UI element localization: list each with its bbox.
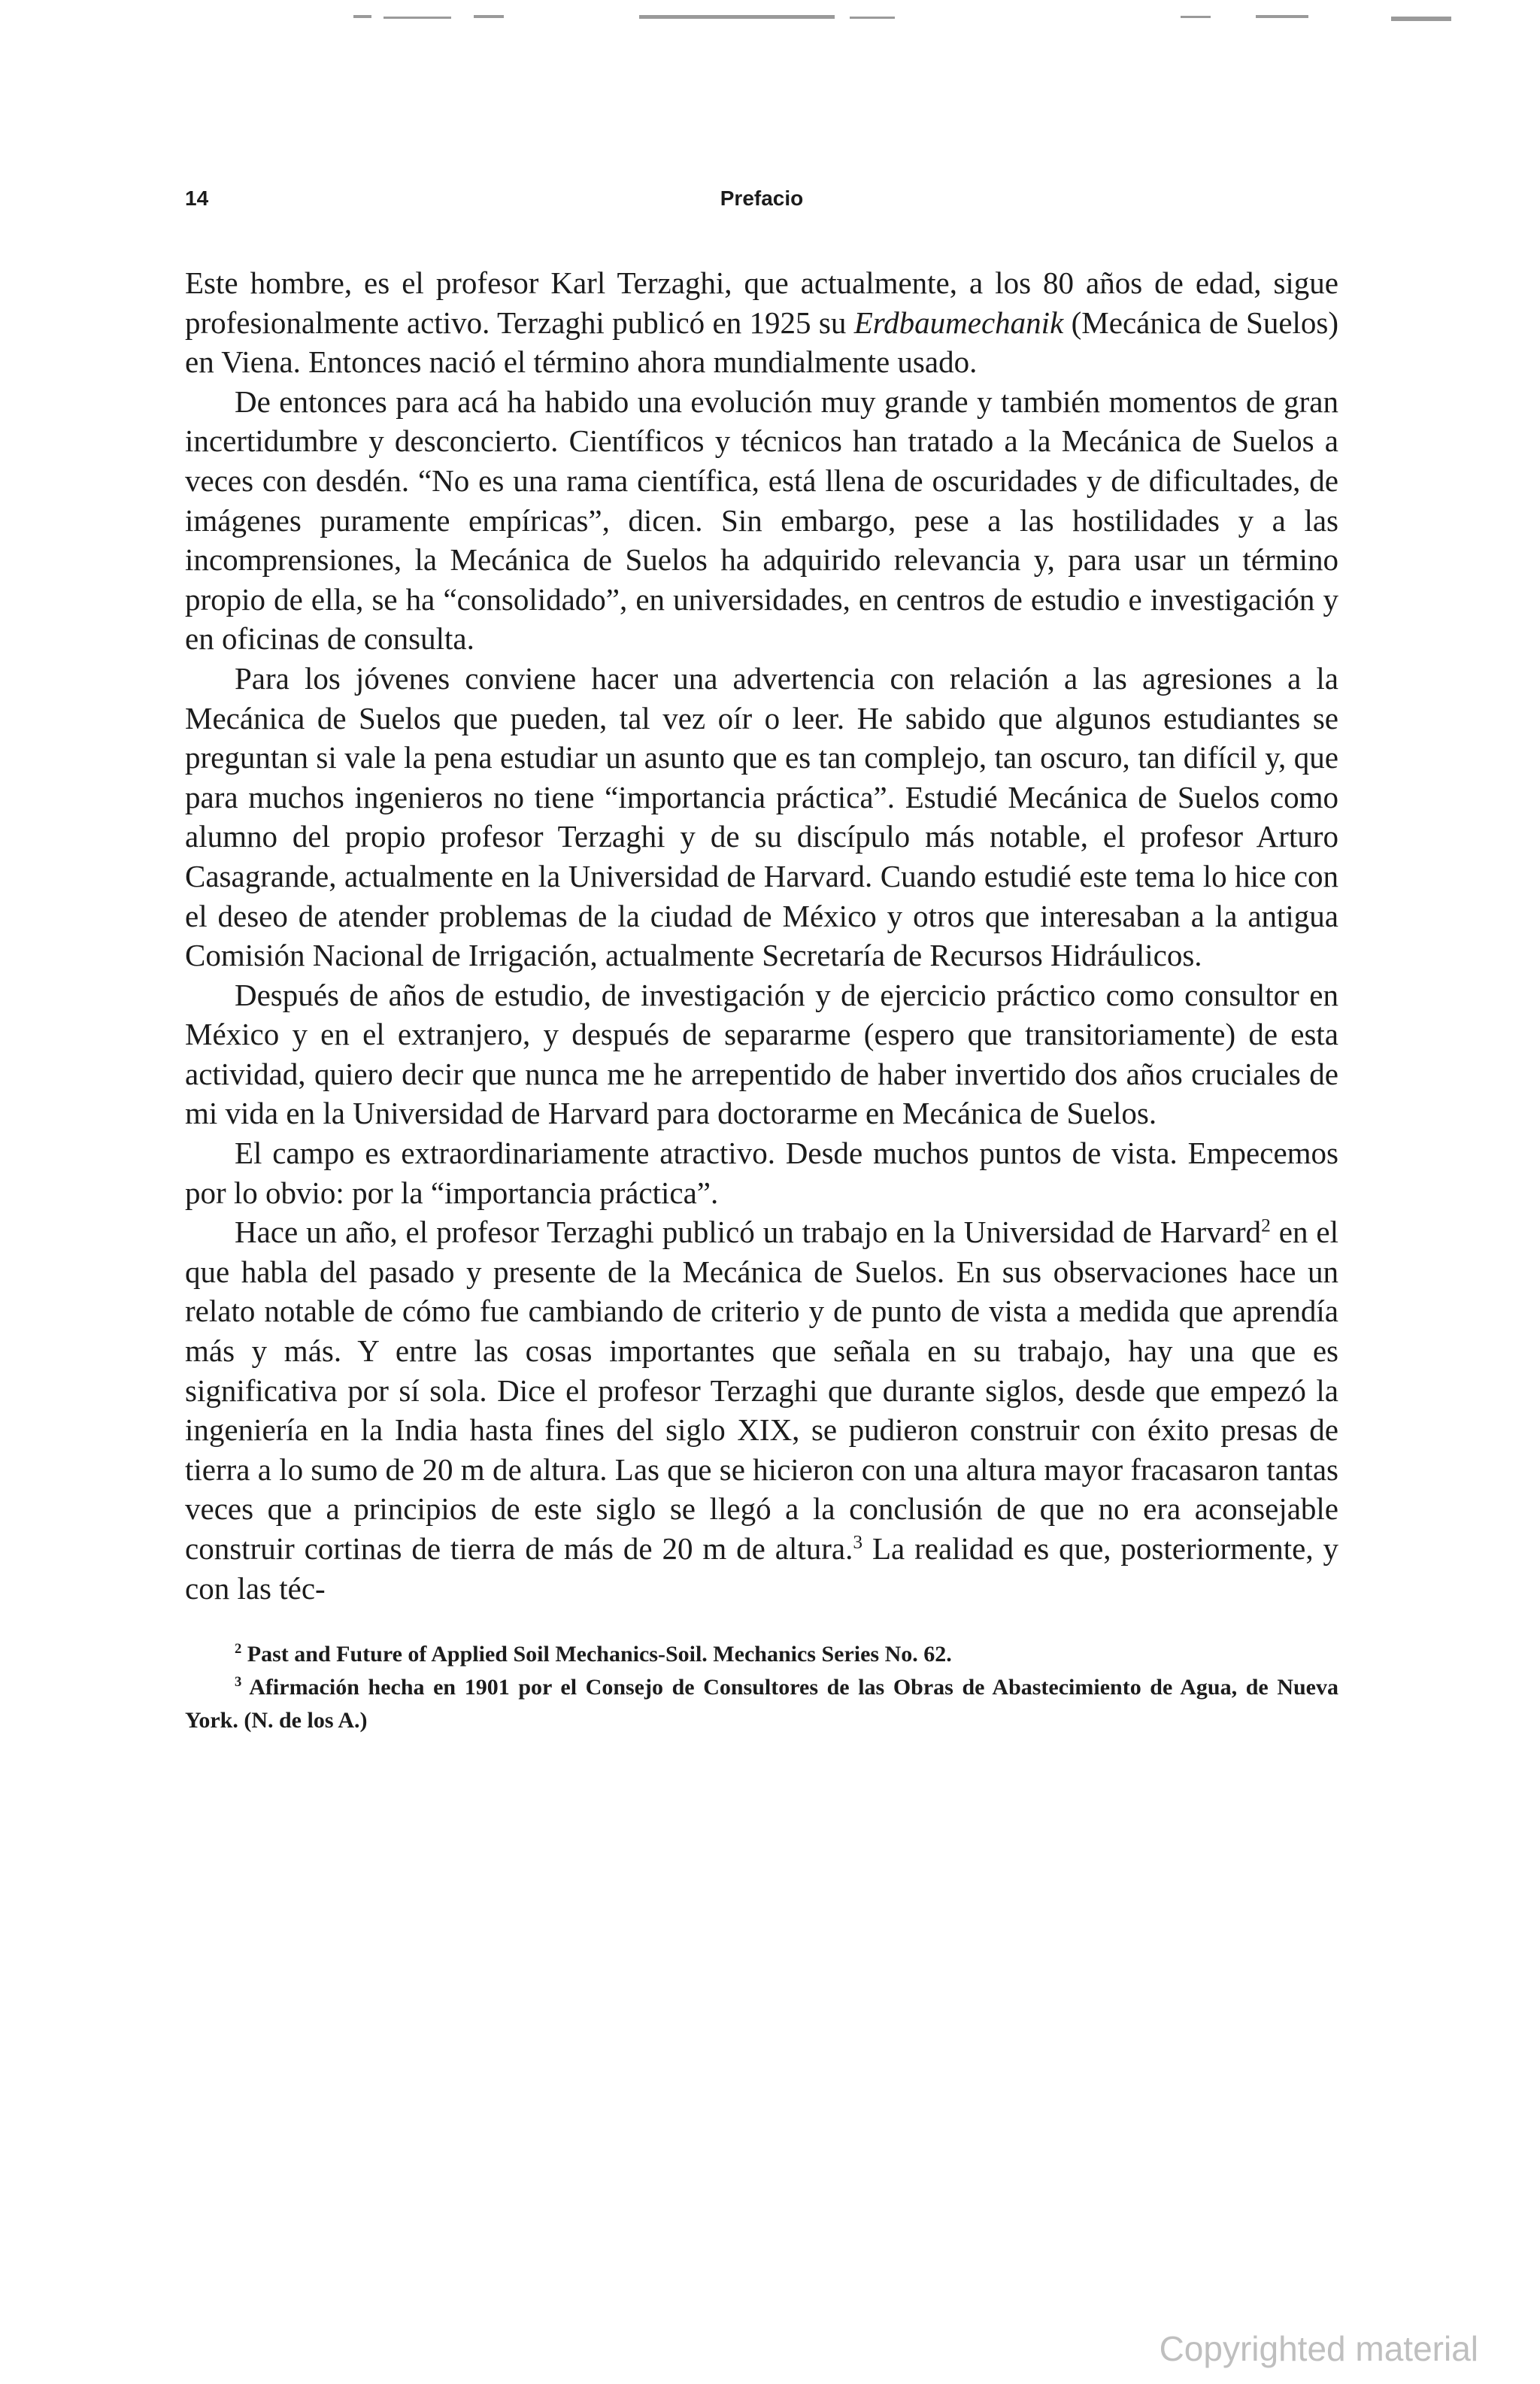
paragraph: De entonces para acá ha habido una evolución muy grande y también momentos de gran incertidumbre y desconcierto. Científicos y técnicos han tratado a la Mecánica de Suelos a veces con desdén. “No es una rama científica, está llena de oscuridades y de dificultades, de imágenes puramente empíricas”, dicen. Sin embargo, pese a las hostilidades y a las incomprensiones, la Mecánica de Suelos ha adquirido relevancia y, para usar un término propio de ella, se ha “consolidado”, en universidades, en centros de estudio e investigación y en oficinas de consulta. xyxy=(185,384,1338,657)
page-header xyxy=(185,171,1338,217)
footnotes xyxy=(185,1638,1338,1737)
footnote-reference: 2 xyxy=(1261,1215,1271,1236)
footnote-reference: 3 xyxy=(853,1531,863,1553)
copyright-watermark: Copyrighted material xyxy=(1159,2329,1478,2368)
page-number: 14 xyxy=(185,187,209,210)
body-text xyxy=(185,263,1338,1608)
paragraph: Después de años de estudio, de investigación y de ejercicio práctico como consultor en México y en el extranjero, y después de separarme (espero que transitoriamente) de esta actividad, quiero decir que nunca me he arrepentido de haber invertido dos años cruciales de mi vida en la Universidad de Harvard para doctorarme en Mecánica de Suelos. xyxy=(185,977,1338,1131)
scan-artifact xyxy=(353,11,1451,24)
running-title: Prefacio xyxy=(720,187,804,210)
book-title: Erdbaumechanik xyxy=(853,305,1064,340)
footnote: $^2$ Past and Future of Applied Soil Mechanics-Soil. Mechanics Series No. 62. xyxy=(235,1641,952,1667)
footnote: $^3$ Afirmación hecha en 1901 por el Consejo de Consultores de las Obras de Abastecimiento de Agua, de Nueva York. (N. de los A.) xyxy=(185,1674,1338,1733)
paragraph: Hace un año, el profesor Terzaghi publicó un trabajo en la Universidad de Harvard$^2$ en el que habla del pasado y presente de la Mecánica de Suelos. En sus observaciones hace un relato notable de cómo fue cambiando de criterio y de punto de vista a medida que aprendía más y más. Y entre las cosas importantes que señala en su trabajo, hay una que es significativa por sí sola. Dice el profesor Terzaghi que durante siglos, desde que empezó la ingeniería en la India hasta fines del siglo XIX, se pudieron construir con éxito presas de tierra a lo sumo de 20 m de altura. Las que se hicieron con una altura mayor fracasaron tantas veces que a principios de este siglo se llegó a la conclusión de que no era aconsejable construir cortinas de tierra de más de 20 m de altura.$^3$ La realidad es que, posteriormente, y con las téc- xyxy=(185,1215,1339,1606)
book-page xyxy=(185,171,1338,1737)
paragraph: Este hombre, es el profesor Karl Terzaghi, que actualmente, a los 80 años de edad, sigue profesionalmente activo. Terzaghi publicó en 1925 su Erdbaumechanik (Mecánica de Suelos) en Viena. Entonces nació el término ahora mundialmente usado. xyxy=(185,265,1339,380)
paragraph: Para los jóvenes conviene hacer una advertencia con relación a las agresiones a la Mecánica de Suelos que pueden, tal vez oír o leer. He sabido que algunos estudiantes se preguntan si vale la pena estudiar un asunto que es tan complejo, tan oscuro, tan difícil y, que para muchos ingenieros no tiene “importancia práctica”. Estudié Mecánica de Suelos como alumno del propio profesor Terzaghi y de su discípulo más notable, el profesor Arturo Casagrande, actualmente en la Universidad de Harvard. Cuando estudié este tema lo hice con el deseo de atender problemas de la ciudad de México y otros que interesaban a la antigua Comisión Nacional de Irrigación, actualmente Secretaría de Recursos Hidráulicos. xyxy=(185,660,1338,973)
paragraph: El campo es extraordinariamente atractivo. Desde muchos puntos de vista. Empecemos por lo obvio: por la “importancia práctica”. xyxy=(185,1136,1338,1210)
